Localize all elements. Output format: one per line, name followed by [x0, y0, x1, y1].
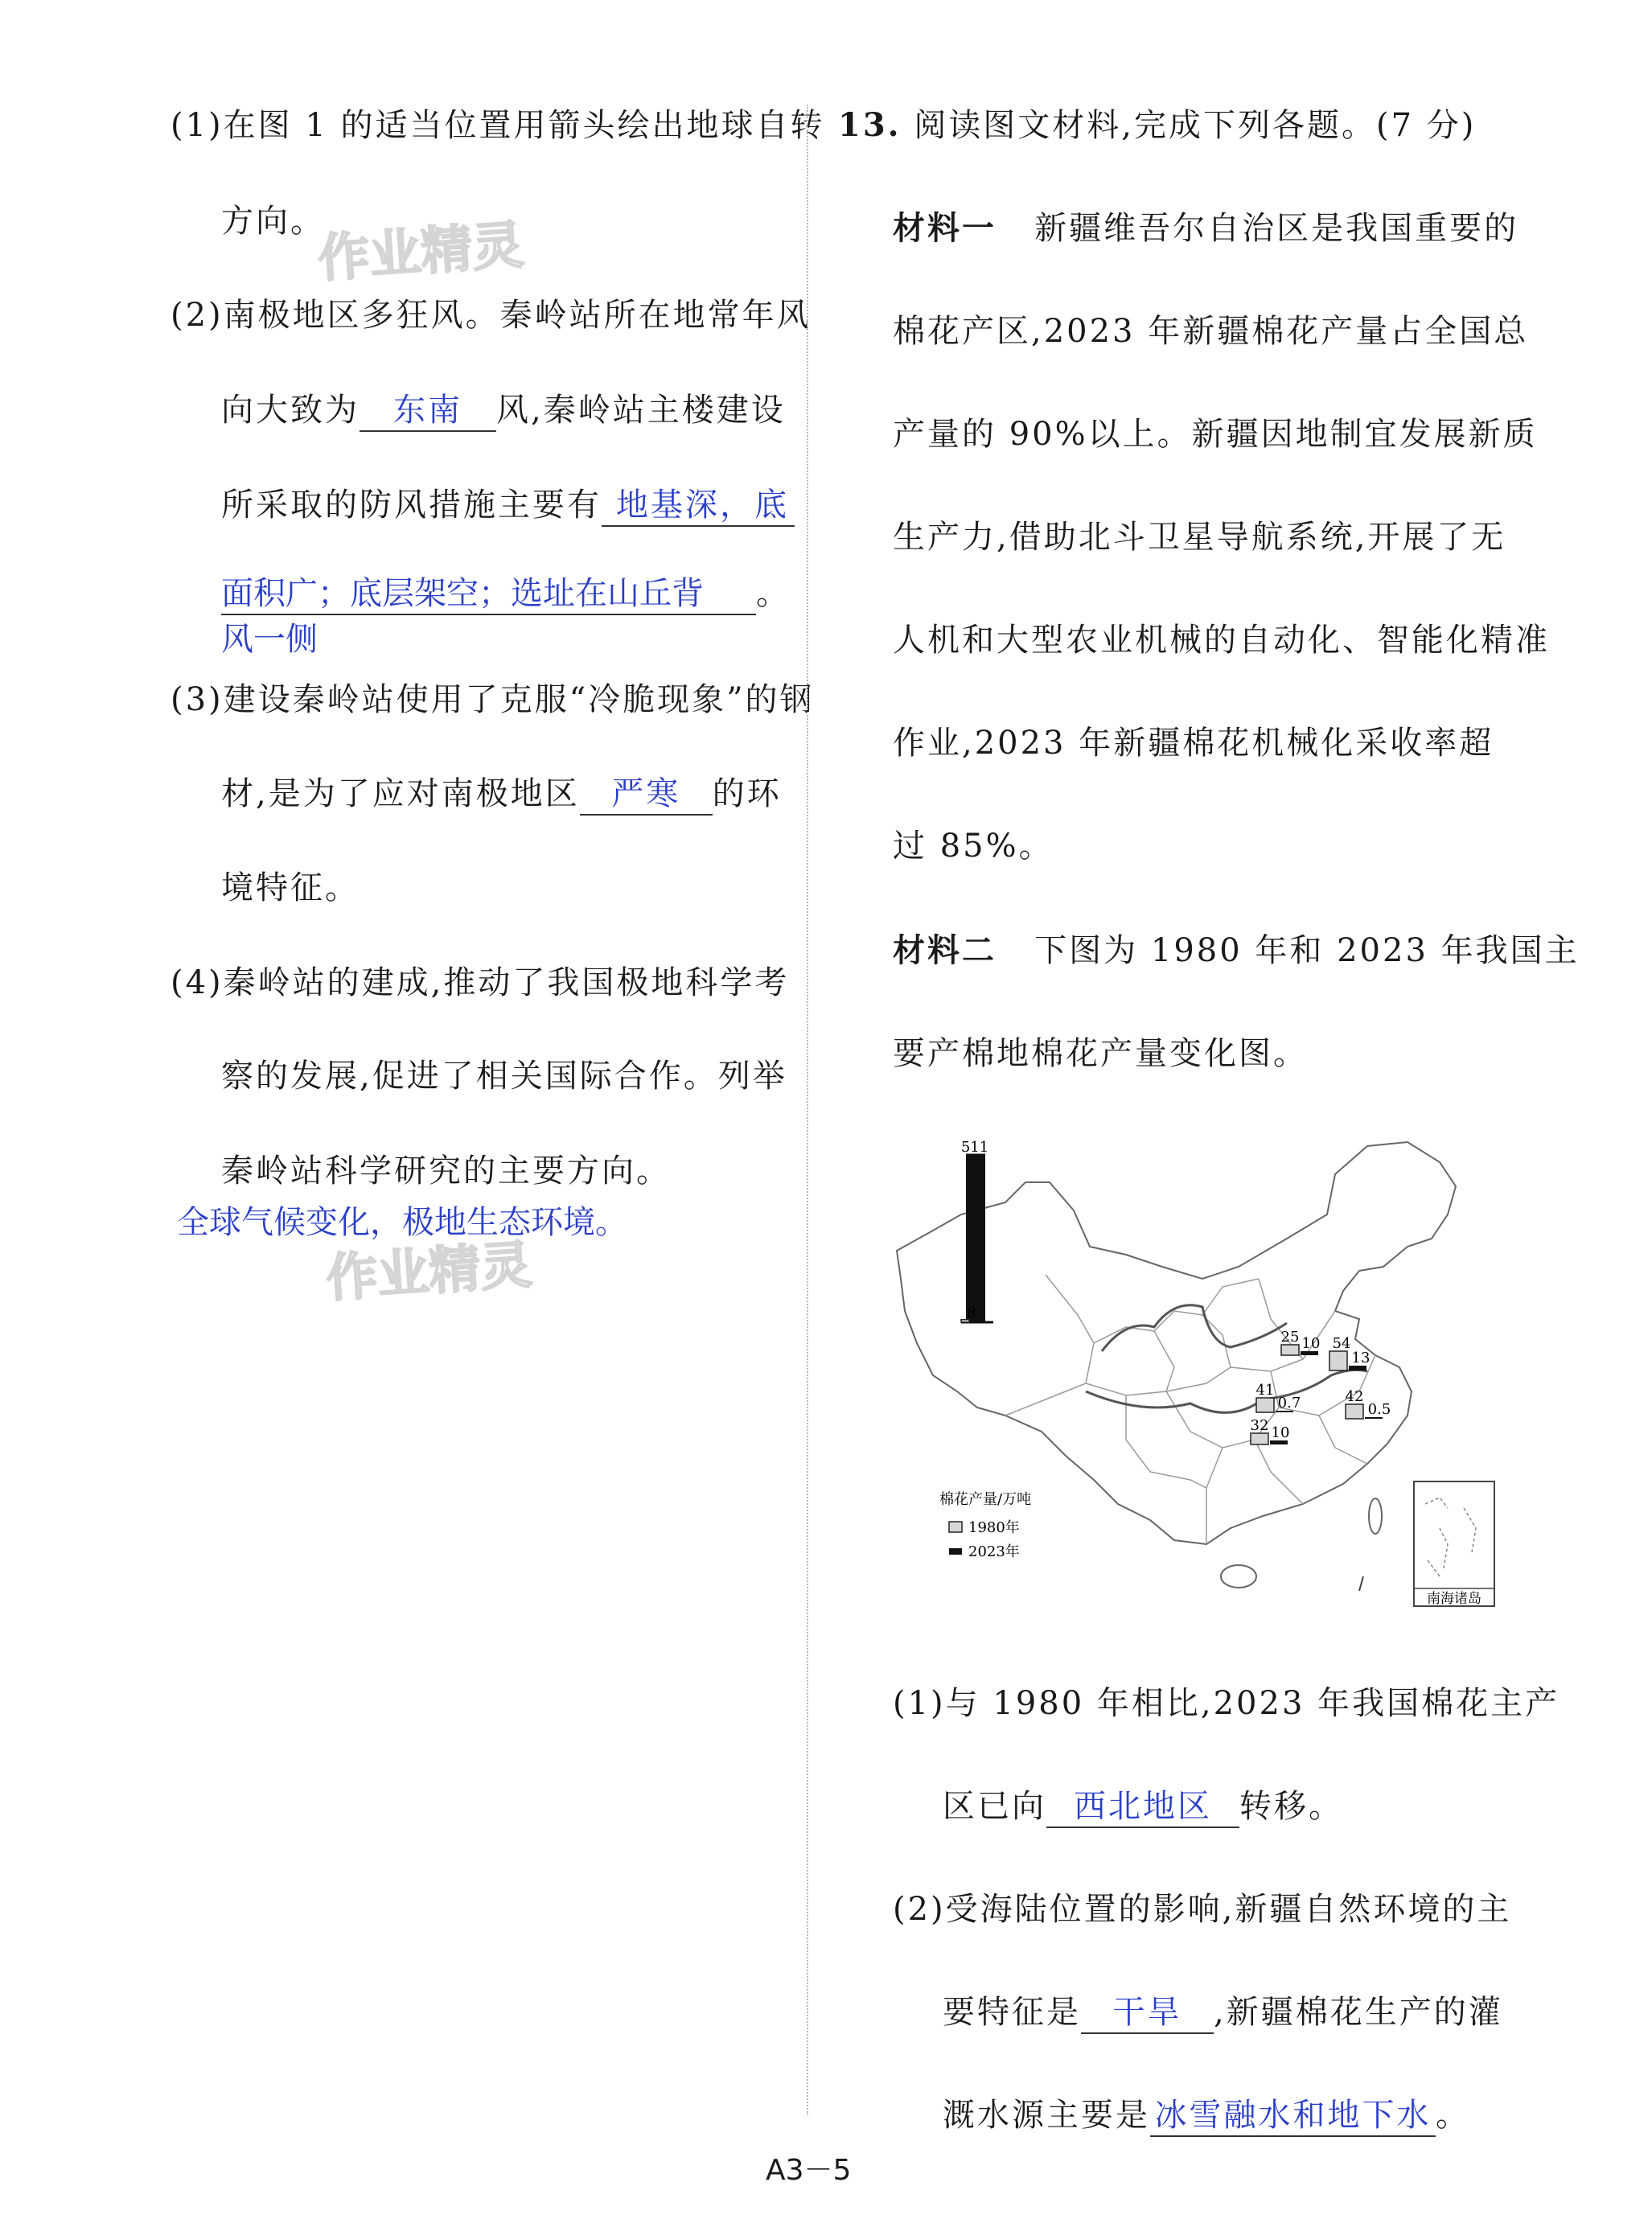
- taiwan-island: [1369, 1498, 1382, 1534]
- label-hubei-1980: 32: [1250, 1417, 1269, 1434]
- material1-line7: 过 85%。: [893, 828, 1054, 865]
- q3-line2: 材,是为了应对南极地区 严寒 的环: [221, 768, 782, 816]
- bar-shandong-1980: [1329, 1351, 1347, 1370]
- answer-irrigation-source: 冰雪融水和地下水: [1154, 2097, 1432, 2134]
- bar-henan-1980: [1256, 1398, 1274, 1412]
- q4-line1: (4)秦岭站的建成,推动了我国极地科学考: [171, 964, 790, 1001]
- label-hubei-2023: 10: [1271, 1424, 1290, 1441]
- legend-title: 棉花产量/万吨: [939, 1491, 1032, 1508]
- legend-1980: 1980年: [968, 1519, 1020, 1536]
- q2-line1: (2)南极地区多狂风。秦岭站所在地常年风: [171, 297, 812, 334]
- label-xinjiang-1980: 8: [967, 1305, 976, 1321]
- label-xinjiang-2023: 511: [960, 1139, 989, 1156]
- inset-label: 南海诸岛: [1427, 1591, 1481, 1607]
- sub2-line3: 溉水源主要是 冰雪融水和地下水 。: [943, 2090, 1470, 2137]
- label-shandong-1980: 54: [1332, 1335, 1351, 1352]
- material1-line6: 作业,2023 年新疆棉花机械化采收率超: [893, 725, 1494, 762]
- material1-line4: 生产力,借助北斗卫星导航系统,开展了无: [893, 519, 1506, 556]
- answer-windproof-a: 地基深，底: [616, 487, 789, 524]
- sub1-line2: 区已向 西北地区 转移。: [943, 1781, 1343, 1828]
- answer-xinjiang-feature: 干旱: [1112, 1994, 1182, 2031]
- q1-line2: 方向。: [221, 203, 325, 240]
- label-jiangsu-1980: 42: [1345, 1388, 1364, 1405]
- material2-line1: 材料二 下图为 1980 年和 2023 年我国主: [893, 931, 1580, 969]
- answer-research-directions: 全球气候变化，极地生态环境。: [177, 1204, 627, 1241]
- sub1-line1: (1)与 1980 年相比,2023 年我国棉花主产: [893, 1685, 1560, 1722]
- label-hebei-1980: 25: [1280, 1329, 1300, 1346]
- material2-line2: 要产棉地棉花产量变化图。: [893, 1035, 1308, 1072]
- material1-line3: 产量的 90%以上。新疆因地制宜发展新质: [893, 416, 1538, 453]
- label-shandong-2023: 13: [1351, 1350, 1371, 1366]
- q4-line2: 察的发展,促进了相关国际合作。列举: [221, 1058, 787, 1095]
- label-henan-2023: 0.7: [1277, 1395, 1301, 1412]
- south-china-sea-inset: [1414, 1481, 1494, 1606]
- page-number: A3－5: [766, 2154, 852, 2187]
- q4-line3: 秦岭站科学研究的主要方向。: [221, 1153, 671, 1190]
- answer-climate: 严寒: [611, 775, 681, 812]
- q2-line3: 所采取的防风措施主要有 地基深，底: [221, 479, 795, 527]
- answer-shift-region: 西北地区: [1074, 1788, 1212, 1825]
- legend-swatch-2023: [949, 1548, 962, 1555]
- q3-line3: 境特征。: [221, 869, 360, 906]
- q3-line1: (3)建设秦岭站使用了克服“冷脆现象”的钢: [171, 681, 815, 718]
- watermark: 作业精灵: [324, 1235, 534, 1309]
- q13-heading: 13. 阅读图文材料,完成下列各题。(7 分): [838, 106, 1477, 144]
- legend-2023: 2023年: [968, 1543, 1020, 1560]
- hainan-island: [1221, 1565, 1256, 1588]
- bar-xinjiang-2023: [966, 1153, 985, 1322]
- bar-hubei-1980: [1251, 1433, 1268, 1444]
- sub2-line1: (2)受海陆位置的影响,新疆自然环境的主: [893, 1891, 1512, 1928]
- material1-line2: 棉花产区,2023 年新疆棉花产量占全国总: [893, 313, 1529, 350]
- material1-line5: 人机和大型农业机械的自动化、智能化精准: [893, 622, 1550, 659]
- bar-hebei-1980: [1281, 1345, 1299, 1355]
- legend-swatch-1980: [949, 1522, 962, 1532]
- answer-wind-direction: 东南: [393, 392, 462, 429]
- column-divider: [807, 105, 808, 2115]
- label-hebei-2023: 10: [1301, 1335, 1321, 1352]
- label-jiangsu-2023: 0.5: [1367, 1401, 1391, 1418]
- q1-line1: (1)在图 1 的适当位置用箭头绘出地球自转: [171, 107, 825, 144]
- label-henan-1980: 41: [1255, 1382, 1275, 1399]
- sub2-line2: 要特征是 干旱 ,新疆棉花生产的灌: [943, 1987, 1503, 2034]
- map-mark: [1359, 1576, 1363, 1591]
- cotton-production-map: [885, 1126, 1504, 1617]
- watermark: 作业精灵: [316, 216, 526, 290]
- q2-line2: 向大致为 东南 风,秦岭站主楼建设: [221, 384, 786, 432]
- bar-jiangsu-1980: [1346, 1404, 1363, 1419]
- material1-line1: 材料一 新疆维吾尔自治区是我国重要的: [893, 209, 1519, 247]
- q2-line4: 面积广；底层架空；选址在山丘背 。: [221, 568, 791, 615]
- answer-windproof-b: 面积广；底层架空；选址在山丘背: [221, 575, 704, 612]
- answer-windproof-c: 风一侧: [221, 621, 318, 658]
